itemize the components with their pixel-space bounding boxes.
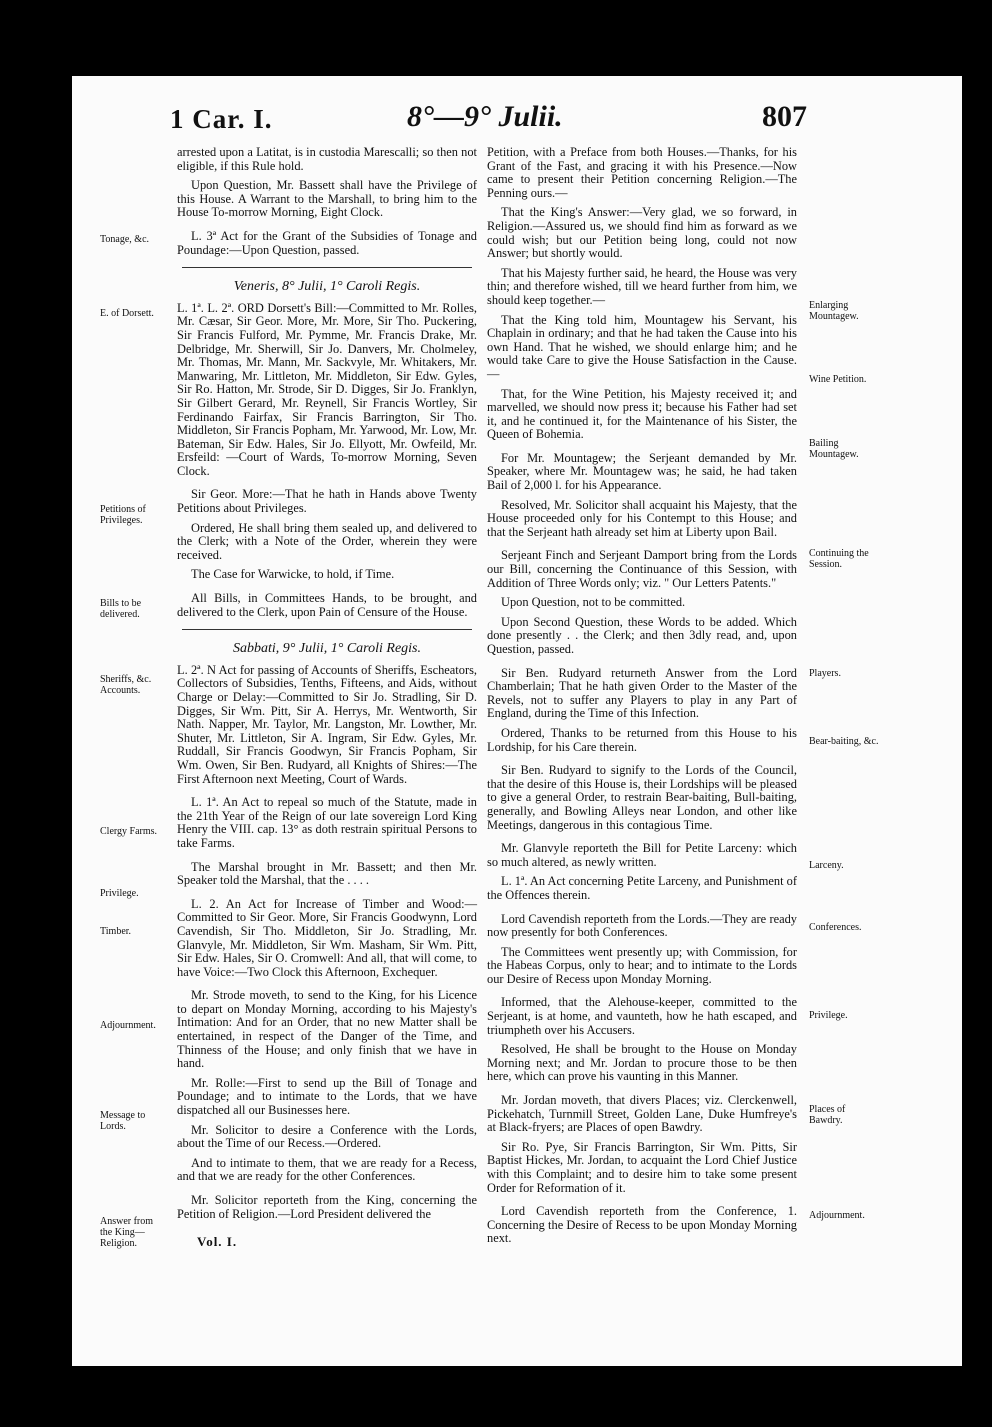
header-dates: 8°—9° Julii. [407, 100, 563, 133]
paragraph: The Case for Warwicke, to hold, if Time. [191, 567, 395, 582]
margin-note: Timber. [100, 926, 132, 937]
header-reign: 1 Car. I. [170, 104, 273, 134]
paragraph: Mr. Glanvyle reporteth the Bill for Petite Larceny: which so much altered, as newly written. [487, 841, 797, 869]
paragraph: L. 1ª. An Act concerning Petite Larceny, and Punishment of the Offences therein. [487, 874, 797, 902]
paragraph: Sir Ben. Rudyard to signify to the Lords of the Council, that the desire of this House is, their Lordships will be pleased to give a general Order, to restrain Bear-baiting, Bull-baiting, generally, and Bowling Alleys near London, and other like Meetings, dangerous in this contagious Time. [487, 763, 797, 832]
margin-note: Places of Bawdry. [809, 1104, 846, 1126]
margin-note: Answer from the King—Religion. [100, 1216, 154, 1249]
paragraph: For Mr. Mountagew; the Serjeant demanded by Mr. Speaker, where Mr. Mountagew was; he said, he had taken Bail of 2,000 l. for his Appearance. [487, 450, 797, 493]
paragraph: Upon Question, not to be committed. [501, 595, 686, 610]
paragraph: That the King's Answer:—Very glad, we so forward, in Religion.—Assured us, we should find him as forward as we could wish; but our Petition being long, could not now Answer; but shortly would. [487, 205, 797, 261]
divider [182, 267, 472, 268]
paragraph: That, for the Wine Petition, his Majesty received it; and marvelled, we should now press it; because his Father had set it, and he continued it, for the Maintenance of his Sister, the Queen of Bohemia. [487, 386, 797, 442]
page-number: 807 [762, 100, 807, 133]
paragraph: Sir Geor. More:—That he hath in Hands above Twenty Petitions about Privileges. [177, 487, 477, 516]
margin-note: Privilege. [100, 888, 139, 899]
paragraph: Ordered, Thanks to be returned from this House to his Lordship, for his Care therein. [487, 725, 797, 754]
paragraph: The Committees went presently up; with Commission, for the Habeas Corpus, only to hear; and to intimate to the Lords our Desire of Recess upon Monday Morning. [487, 944, 797, 986]
paragraph: Mr. Rolle:—First to send up the Bill of Tonage and Poundage; and to intimate to the Lords, that we have dispatched all our Businesses here. [177, 1075, 477, 1118]
paragraph: And to intimate to them, that we are ready for a Recess, and that we are ready for the other Conferences. [177, 1155, 477, 1184]
margin-note: Bailing Mountagew. [809, 438, 859, 460]
paragraph-text: L. 1ª. L. 2ª. ORD Dorsett's Bill:—Committed to Mr. Rolles, Mr. Cæsar, Sir Geor. More, Mr. More, Sir Tho. Puckering, Sir Francis Fulford, Mr. Pymme, Mr. Francis Drake, Mr. Delbridge, Mr. Sherwill, Sir Jo. Danvers, Mr. Cholmeley, Mr. Thomas, Mr. Mann, Mr. Sackvyle, Mr. Whitakers, Mr. Manwaring, Mr. Littleton, Mr. Middleton, Sir Edw. Gyles, Sir Ro. Hatton, Mr. Strode, Sir D. Digges, Sir Jo. Franklyn, Sir Gilbert Gerard, Mr. Reynell, Sir Francis Wortley, Sir Ferdinando Fairfax, Sir Francis Barrington, Sir Tho. Middleton, Sir Francis Popham, Mr. Yarwood, Mr. Low, Mr. Bateman, Sir Edw. Hales, Sir Jo. Ellyott, Mr. Owfeild, Mr. Ersfeild: —Court of Wards, To-morrow Morning, Seven Clock. [177, 300, 477, 478]
margin-note: Continuing the Session. [809, 548, 869, 570]
paragraph: Sir Ro. Pye, Sir Francis Barrington, Sir Wm. Pitts, Sir Baptist Hickes, Mr. Jordan, to acquaint the Lord Chief Justice with this Complaint; and to desire him to take some present Order for Reformation of it. [487, 1139, 797, 1195]
paragraph: arrested upon a Latitat, is in custodia Marescalli; so then not eligible, if this Rule hold. [177, 145, 477, 173]
margin-note: Clergy Farms. [100, 826, 158, 837]
running-header [72, 98, 962, 144]
paragraph: Ordered, He shall bring them sealed up, and delivered to the Clerk; with a Note of the Order, wherein they were received. [177, 520, 477, 562]
paragraph: Mr. Solicitor to desire a Conference with the Lords, about the Time of our Recess.—Ordered. [177, 1122, 477, 1151]
margin-note: Bills to be delivered. [100, 598, 142, 620]
paragraph: Serjeant Finch and Serjeant Damport bring from the Lords our Bill, concerning the Continuance of this Session, with Addition of Three Words only; viz. " Our Letters Patents." [487, 548, 797, 590]
margin-note: Petitions of Privileges. [100, 504, 146, 526]
margin-note: Tonage, &c. [100, 234, 150, 245]
paragraph: Resolved, He shall be brought to the House on Monday Morning next; and Mr. Jordan to procure those to be then here, which can prove his vaunting in this Manner. [487, 1042, 797, 1084]
paragraph: Lord Cavendish reporteth from the Lords.—They are ready now presently for both Conferences. [487, 911, 797, 940]
paragraph: That his Majesty further said, he heard, the House was very thin; and therefore wished, till we heard further from him, we should keep together.— [487, 265, 797, 307]
margin-note: Conferences. [809, 922, 862, 933]
section-heading-veneris: Veneris, 8° Julii, 1° Caroli Regis. [233, 279, 421, 295]
paragraph [177, 302, 477, 479]
paragraph: Informed, that the Alehouse-keeper, committed to the Serjeant, is at home, and vaunteth, how he hath escaped, and triumpheth over his Accusers. [487, 995, 797, 1037]
margin-note: Players. [809, 668, 841, 679]
paragraph: Mr. Strode moveth, to send to the King, for his Licence to depart on Monday Morning, according to his Majesty's Intimation: And for an Order, that no new Matter shall be entertained, in respect of the Danger of the Time, and Thinness of the House; and only finish that we have in hand. [177, 988, 477, 1071]
divider [182, 629, 472, 630]
margin-note: E. of Dorsett. [100, 308, 154, 319]
paragraph: Lord Cavendish reporteth from the Conference, 1. Concerning the Desire of Recess to be upon Monday Morning next. [487, 1204, 797, 1246]
paragraph: That the King told him, Mountagew his Servant, his Chaplain in ordinary; and that he had taken the Cause into his own Hand. That he wished, we should enlarge him; and he would take Care to give the House Satisfaction in the Cause.— [487, 312, 797, 381]
paragraph: L. 3ª Act for the Grant of the Subsidies of Tonage and Poundage:—Upon Question, passed. [177, 228, 477, 257]
paragraph: All Bills, in Committees Hands, to be brought, and delivered to the Clerk, upon Pain of Censure of the House. [177, 591, 477, 619]
paragraph-text: L. 2ª. N Act for passing of Accounts of Sheriffs, Escheators, Collectors of Subsidies, Tenths, Fifteens, and Aids, without Charge or Delay:—Committed to Sir Jo. Stradling, Sir D. Digges, Sir Wm. Pitt, Sir A. Herrys, Mr. Wentworth, Sir Nath. Napper, Mr. Taylor, Mr. Langston, Mr. Lowther, Mr. Shuter, Mr. Littleton, Sir A. Ingram, Sir Edw. Gyles, Mr. Ruddall, Sir Francis Goodwyn, Sir Francis Popham, Sir Wm. Owen, Sir Ben. Rudyard, all Knights of Shires:—The First Afternoon next Meeting, Court of Wards. [177, 662, 477, 786]
paragraph: Mr. Solicitor reporteth from the King, concerning the Petition of Religion.—Lord President delivered the [177, 1193, 477, 1221]
volume-footer: Vol. I. [197, 1234, 238, 1249]
margin-note: Adjournment. [809, 1210, 865, 1221]
right-column [487, 146, 797, 1252]
paragraph: Upon Second Question, these Words to be added. Which done presently . . the Clerk; and then 3dly read, and, upon Question, passed. [487, 614, 797, 656]
paragraph: Resolved, Mr. Solicitor shall acquaint his Majesty, that the House proceeded only for his Contempt to this House; and that the Serjeant hath already set him at Liberty upon Bail. [487, 497, 797, 539]
paragraph: Upon Question, Mr. Bassett shall have the Privilege of this House. A Warrant to the Marshall, to bring him to the House To-morrow Morning, Eight Clock. [177, 178, 477, 220]
margin-note: Wine Petition. [809, 374, 867, 385]
section-heading-sabbati: Sabbati, 9° Julii, 1° Caroli Regis. [232, 641, 421, 657]
paragraph: Sir Ben. Rudyard returneth Answer from the Lord Chamberlain; That he hath given Order to the Master of the Revels, not to suffer any Players to play in any Part of England, during the Time of this Infection. [487, 665, 797, 721]
margin-note: Enlarging Mountagew. [809, 300, 859, 322]
paragraph: Petition, with a Preface from both Houses.—Thanks, for his Grant of the Fast, and gracing it with his Presence.—Now came to present their Petition concerning Religion.—The Penning ours.— [487, 145, 797, 200]
paragraph: L. 1ª. An Act to repeal so much of the Statute, made in the 21th Year of the Reign of our late sovereign Lord King Henry the VIII. cap. 13° as doth restrain spiritual Persons to take Farms. [177, 795, 477, 850]
paragraph: The Marshal brought in Mr. Bassett; and then Mr. Speaker told the Marshal, that the . . . . [177, 859, 477, 888]
left-column [177, 146, 477, 1227]
paragraph: Mr. Jordan moveth, that divers Places; viz. Clerckenwell, Pickehatch, Turnmill Street, Golden Lane, Duke Humfreye's at Black-fryers; are Places of open Bawdry. [487, 1093, 797, 1135]
margin-note: Bear-baiting, &c. [809, 736, 879, 747]
margin-note: Sheriffs, &c. Accounts. [100, 674, 152, 696]
margin-note: Message to Lords. [100, 1110, 146, 1132]
margin-note: Larceny. [809, 860, 844, 871]
paragraph: L. 2. An Act for Increase of Timber and Wood:—Committed to Sir Geor. More, Sir Francis Goodwynn, Lord Cavendish, Sir Tho. Middleton, Sir Jo. Stradling, Mr. Glanvyle, Mr. Middleton, Sir Wm. Masham, Sir Wm. Pitt, Sir Edw. Hales, Sir O. Cromwell: And all, that will come, to have Voice:—Two Clock this Afternoon, Exchequer. [177, 896, 477, 979]
margin-note: Privilege. [809, 1010, 848, 1021]
paragraph [177, 664, 477, 786]
margin-note: Adjournment. [100, 1020, 156, 1031]
document-page [72, 76, 962, 1366]
